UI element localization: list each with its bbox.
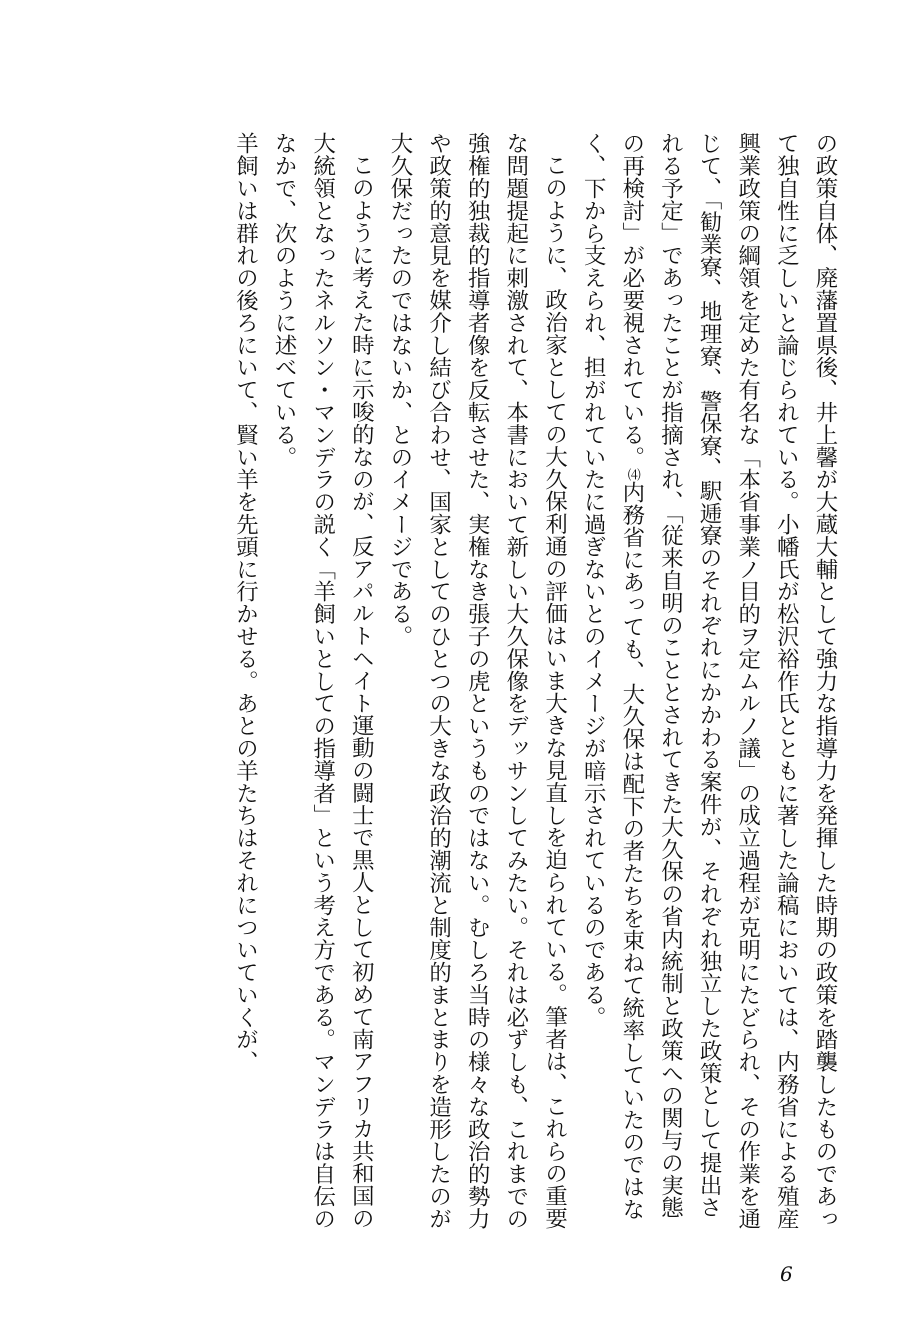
page-number: 6	[780, 1262, 793, 1286]
endnote-marker[interactable]: ⑷	[624, 468, 640, 481]
paragraph-1-text-before: の政策自体、廃藩置県後、井上馨が大蔵大輔として強力な指導力を発揮した時期の政策を踏襲したものであって独自性に乏しいと論じられている。小幡氏が松沢裕作氏とともに著した論稿においては、内務省による殖産興業政策の綱領を定めた有名な「本省事業ノ目的ヲ定ムルノ議」の成立過程が克明にたどられ、その作業を通じて、「勧業寮、地理寮、警保寮、駅逓寮のそれぞれにかかわる案件が、それぞれ独立した政策として提出される予定」であったことが指摘され、「従来自明のこととされてきた大久保の省内統制と政策への関与の実態の再検討」が必要視されている。	[618, 132, 838, 1230]
paragraph-2: このように、政治家としての大久保利通の評価はいま大きな見直しを迫られている。筆者は、これらの重要な問題提起に刺激されて、本書において新しい大久保像をデッサンしてみたい。それは必ずしも、これまでの強権的独裁的指導者像を反転させた、実権なき張子の虎というものではない。むしろ当時の様々な政治的勢力や政策的意見を媒介し結び合わせ、国家としてのひとつの大きな政治的潮流と制度的まとまりを造形したのが大久保だったのではないか、とのイメージである。	[386, 132, 568, 1230]
paragraph-3: このように考えた時に示唆的なのが、反アパルトヘイト運動の闘士で黒人として初めて南アフリカ共和国の大統領となったネルソン・マンデラの説く「羊飼いとしての指導者」という考え方である。マンデラは自伝のなかで、次のように述べている。	[271, 132, 375, 1230]
paragraph-1	[574, 132, 844, 1232]
vertical-body-text	[54, 132, 844, 1232]
paragraph-1-text-after: 内務省にあっても、大久保は配下の者たちを束ねて統率していたのではなく、下から支えられ、担がれていたに過ぎないとのイメージが暗示されているのである。	[580, 132, 645, 1221]
quotation-line: 羊飼いは群れの後ろにいて、賢い羊を先頭に行かせる。あとの羊たちはそれについていくが、	[232, 132, 259, 1073]
